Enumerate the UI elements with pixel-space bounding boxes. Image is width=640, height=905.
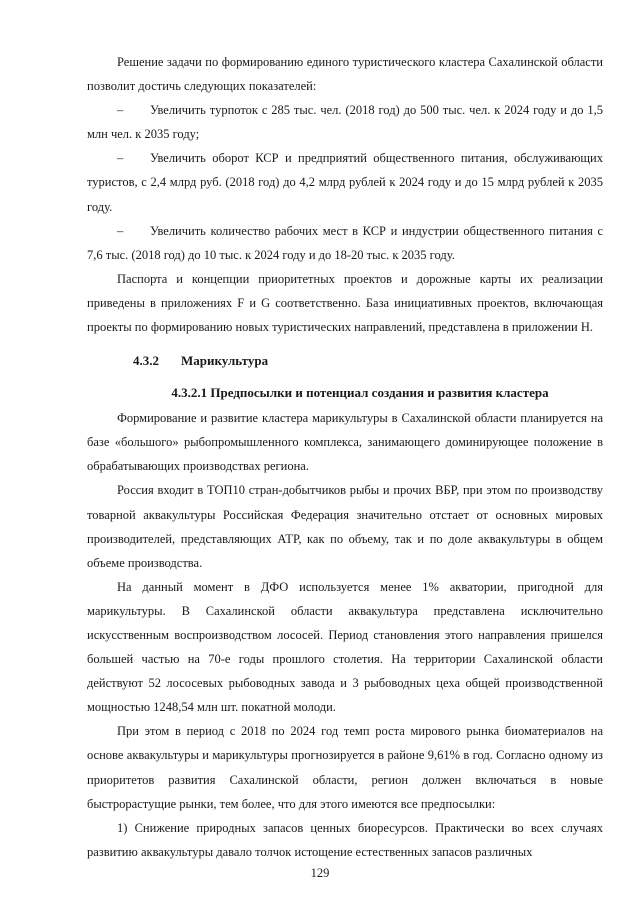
subsection-heading: 4.3.2.1 Предпосылки и потенциал создания и развития кластера (171, 385, 549, 401)
dash-marker: – (117, 223, 124, 238)
paragraph-appendices: Паспорта и концепции приоритетных проектов и дорожные карты их реализации приведены в приложениях F и G соответственно. База инициативных проектов, включающая проекты по формированию новых туристических направлений, представлена в приложении H. (87, 271, 603, 335)
paragraph-intro: Решение задачи по формированию единого туристического кластера Сахалинской области позволит достичь следующих показателей: (87, 55, 603, 94)
paragraph-list-start: 1) Снижение природных запасов ценных биоресурсов. Практически во всех случаях развитию аквакультуры давало толчок истощение естественных запасов различных (87, 820, 603, 859)
paragraph: Формирование и развитие кластера марикультуры в Сахалинской области планируется на базе «большого» рыбопромышленного комплекса, занимающего доминирующее положение в обрабатывающих производствах региона. (87, 411, 603, 474)
list-item-text: Увеличить турпоток с 285 тыс. чел. (2018 год) до 500 тыс. чел. к 2024 году и до 1,5 млн чел. к 2035 году; (87, 103, 603, 142)
list-item (87, 98, 603, 146)
paragraph: На данный момент в ДФО используется менее 1% акватории, пригодной для марикультуры. В Сахалинской области аквакультура представлена исключительно искусственным воспроизводством лососей. Период становления этого направления пришелся большей частью на 70-е годы прошлого столетия. На территории Сахалинской области действуют 52 лососевых рыбоводных завода и 3 рыбоводных цеха общей производственной мощностью 1248,54 млн шт. покатной молоди. (87, 579, 603, 715)
section-title: Марикультура (181, 353, 269, 369)
dash-marker: – (117, 151, 124, 166)
section-number: 4.3.2 (133, 353, 159, 369)
list-item (87, 219, 603, 267)
section-heading (87, 349, 603, 373)
paragraph: Россия входит в ТОП10 стран-добытчиков рыбы и прочих ВБР, при этом по производству товарной аквакультуры Российская Федерация значительно отстает от основных мировых производителей, представляющих АТР, как по объему, так и по доле аквакультуры в общем объеме производства. (87, 483, 603, 570)
list-item (87, 146, 603, 218)
body-text (87, 50, 603, 864)
page-number: 129 (310, 866, 330, 880)
list-item-text: Увеличить количество рабочих мест в КСР и индустрии общественного питания с 7,6 тыс. (2018 год) до 10 тыс. к 2024 году и до 18-20 тыс. к 2035 году. (87, 223, 603, 262)
list-item-text: Увеличить оборот КСР и предприятий общественного питания, обслуживающих туристов, с 2,4 млрд руб. (2018 год) до 4,2 млрд рублей к 2024 году и до 15 млрд рублей к 2035 году. (87, 151, 603, 214)
dash-marker: – (117, 103, 124, 118)
paragraph: При этом в период с 2018 по 2024 год темп роста мирового рынка биоматериалов на основе аквакультуры и марикультуры прогнозируется в районе 9,61% в год. Согласно одному из приоритетов развития Сахалинской области, регион должен включаться в новые быстрорастущие рынки, тем более, что для этого имеются все предпосылки: (87, 724, 603, 811)
